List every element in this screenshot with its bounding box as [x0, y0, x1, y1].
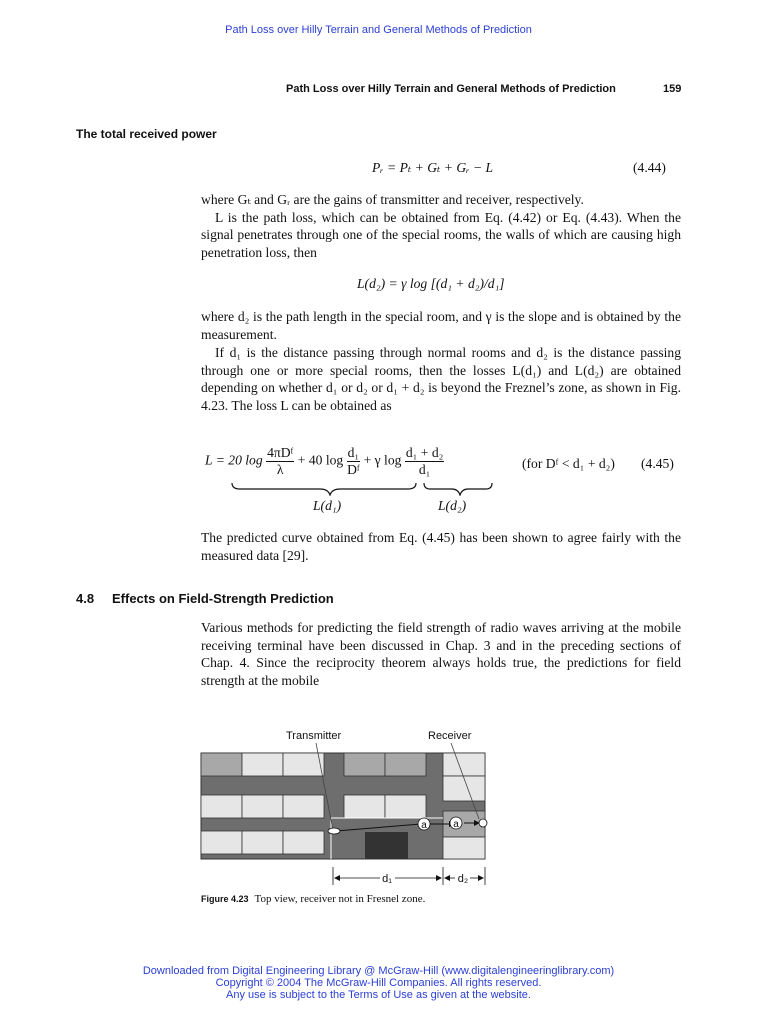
room: [443, 837, 485, 859]
paragraph-4: The predicted curve obtained from Eq. (4.45) has been shown to agree fairly with the measured data [29].: [201, 530, 681, 563]
transmitter-label: Transmitter: [286, 730, 342, 742]
paragraph-3: If d₁ is the distance passing through normal rooms and d₂ is the distance passing through one or more special rooms, then the losses L(d₁) and L(d₂) are obtained depending on whether d₁ or d₂ or d₁ + d₂ is beyond the Freznel’s zone, as shown in Fig. 4.23. The loss L can be obtained as: [201, 345, 681, 413]
room: [344, 795, 385, 818]
d2-arrow-right: [478, 875, 484, 881]
receiver-antenna: [479, 819, 487, 827]
equation-ld2-text: L(d₂) = γ log [(d₁ + d₂)/d₁]: [357, 276, 505, 291]
eq445-fraction-1: [266, 445, 294, 478]
room: [283, 831, 324, 854]
transmitter-antenna: [328, 828, 340, 834]
brace-label-ld2: [438, 498, 466, 514]
room: [443, 776, 485, 801]
room: [242, 795, 283, 818]
eq445-f1-num: 4πDᶠ: [267, 445, 294, 460]
eq445-fraction-2: [347, 445, 361, 478]
figure-caption-label: Figure 4.23: [201, 894, 249, 904]
top-link[interactable]: Path Loss over Hilly Terrain and General Methods of Prediction: [225, 24, 532, 36]
room: [283, 795, 324, 818]
d1-label: d₁: [382, 873, 392, 885]
paragraph-1: [201, 191, 681, 261]
eq445-condition: (for Dᶠ < d₁ + d₂): [522, 456, 615, 471]
eq445-f3-den: d₁: [418, 462, 431, 477]
room: [201, 831, 242, 854]
figure-caption: [201, 893, 425, 905]
eq445-fraction-3: [405, 445, 445, 478]
room: [242, 753, 283, 776]
equation-ld2: [357, 276, 505, 292]
eq445-underbraces: [228, 482, 498, 496]
eq445-f1-den: λ: [276, 462, 284, 477]
paragraph-1-line-1: where Gₜ and Gᵣ are the gains of transmitter and receiver, respectively.: [201, 192, 584, 207]
eq445-f2-num: d₁: [347, 445, 360, 460]
equation-4-44: [372, 160, 493, 176]
footer-download-link[interactable]: Downloaded from Digital Engineering Library @ McGraw-Hill (www.digitalengineeringlibrary.com): [142, 965, 615, 977]
eq445-lhs: L = 20 log: [205, 452, 263, 468]
section-number: 4.8: [76, 591, 95, 606]
d2-arrow-left: [444, 875, 450, 881]
dark-block: [365, 832, 408, 859]
eq445-mid: + 40 log: [297, 452, 344, 468]
eq445-f3-num: d₁ + d₂: [405, 445, 444, 460]
section-title: Effects on Field-Strength Prediction: [112, 591, 334, 606]
eq445-mid2: + γ log: [363, 452, 402, 468]
node-a-1-label: a: [421, 820, 427, 831]
underbrace-ld2: [424, 483, 492, 495]
equation-4-44-number: (4.44): [633, 160, 666, 175]
receiver-label: Receiver: [428, 730, 472, 742]
node-a-2-label: a: [453, 819, 459, 830]
room: [344, 753, 385, 776]
underbrace-ld1: [232, 483, 416, 495]
figure-4-23: [195, 725, 495, 890]
paragraph-2: where d₂ is the path length in the special room, and γ is the slope and is obtained by the measurement.: [201, 309, 681, 342]
subheading: The total received power: [76, 127, 217, 141]
brace-label-ld1: [313, 498, 341, 514]
d2-label: d₂: [457, 873, 469, 885]
footer-terms[interactable]: Any use is subject to the Terms of Use as given at the website.: [226, 989, 531, 1001]
d1-arrow-left: [334, 875, 340, 881]
brace-label-ld1-text: L(d₁): [313, 498, 342, 513]
paragraph-5: Various methods for predicting the field strength of radio waves arriving at the mobile receiving terminal have been discussed in Chap. 3 and in the preceding sections of Chap. 4. Since the reciprocity theorem always holds true, the predictions for field strength at the mobile: [201, 620, 681, 688]
brace-label-ld2-text: L(d₂): [438, 498, 467, 513]
section-heading: [76, 591, 334, 606]
footer-copyright: Copyright © 2004 The McGraw-Hill Companies. All rights reserved.: [215, 977, 542, 989]
room: [443, 753, 485, 776]
room: [201, 753, 242, 776]
room: [283, 753, 324, 776]
page-number: 159: [663, 83, 682, 95]
room: [385, 753, 426, 776]
equation-4-45-number: (4.45): [641, 456, 674, 471]
room: [385, 795, 426, 818]
figure-caption-text: Top view, receiver not in Fresnel zone.: [254, 893, 426, 905]
equation-4-45: [205, 445, 444, 478]
running-head-title: Path Loss over Hilly Terrain and General Methods of Prediction: [286, 83, 616, 95]
equation-4-44-text: Pᵣ = Pₜ + Gₜ + Gᵣ − L: [372, 160, 494, 175]
paragraph-1-rest: L is the path loss, which can be obtained from Eq. (4.42) or Eq. (4.43). When the signal penetrates through one of the special rooms, the walls of which are causing high penetration loss, then: [201, 209, 681, 260]
room: [201, 795, 242, 818]
footer: [0, 965, 757, 1001]
d1-arrow-right: [436, 875, 442, 881]
eq445-f2-den: Dᶠ: [347, 462, 360, 477]
room: [242, 831, 283, 854]
